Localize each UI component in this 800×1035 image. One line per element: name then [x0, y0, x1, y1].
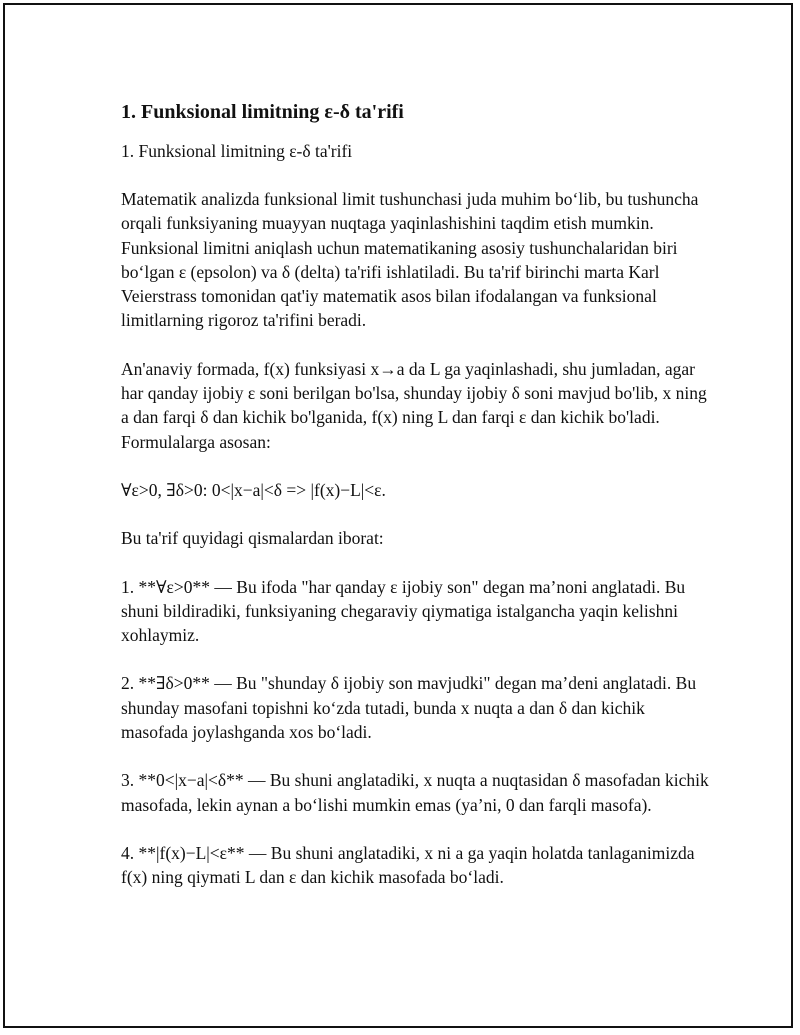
formula-paragraph: ∀ε>0, ∃δ>0: 0<|x−a|<δ => |f(x)−L|<ε.: [121, 479, 386, 500]
list-item-1: 1. **∀ε>0** — Bu ifoda "har qanday ε ijobiy son" degan ma’noni anglatadi. Bu shuni bildiradiki, funksiyaning chegaraviy qiymatiga istalgancha yaqin kelishni xohlaymiz.: [121, 576, 686, 646]
document-page: [3, 3, 793, 1028]
list-item-2: 2. **∃δ>0** — Bu "shunday δ ijobiy son mavjudki" degan ma’deni anglatadi. Bu shunday masofani topishni ko‘zda tutadi, bunda x nuqta a dan δ dan kichik masofada joylashganda xos bo‘ladi.: [121, 673, 697, 743]
traditional-form-paragraph: An'anaviy formada, f(x) funksiyasi x→a da L ga yaqinlashadi, shu jumladan, agar har qanday ijobiy ε soni berilgan bo'lsa, shunday ijobiy δ soni mavjud bo'lib, x ning a dan farqi δ dan kichik bo'lganida, f(x) ning L dan farqi ε dan kichik bo'ladi. Formulalarga asosan:: [121, 358, 707, 452]
parts-intro-paragraph: Bu ta'rif quyidagi qismalardan iborat:: [121, 528, 384, 549]
list-item-4: 4. **|f(x)−L|<ε** — Bu shuni anglatadiki, x ni a ga yaqin holatda tanlaganimizda f(x) ning qiymati L dan ε dan kichik masofada bo‘ladi.: [121, 842, 695, 888]
intro-paragraph: Matematik analizda funksional limit tushunchasi juda muhim bo‘lib, bu tushuncha orqali funksiyaning muayyan nuqtaga yaqinlashishini taqdim etish mumkin. Funksional limitni aniqlash uchun matematikaning asosiy tushunchalaridan biri bo‘lgan ε (epsolon) va δ (delta) ta'rifi ishlatiladi. Bu ta'rif birinchi marta Karl Veierstrass tomonidan qat'iy matematik asos bilan ifodalangan va funksional limitlarning rigoroz ta'rifini beradi.: [121, 189, 699, 331]
list-item-3: 3. **0<|x−a|<δ** — Bu shuni anglatadiki, x nuqta a nuqtasidan δ masofadan kichik masofada, lekin aynan a bo‘lishi mumkin emas (ya’ni, 0 dan farqli masofa).: [121, 770, 709, 815]
document-content: [121, 99, 711, 914]
section-heading: 1. Funksional limitning ε-δ ta'rifi: [121, 101, 404, 123]
section-subheading: 1. Funksional limitning ε-δ ta'rifi: [121, 141, 353, 161]
